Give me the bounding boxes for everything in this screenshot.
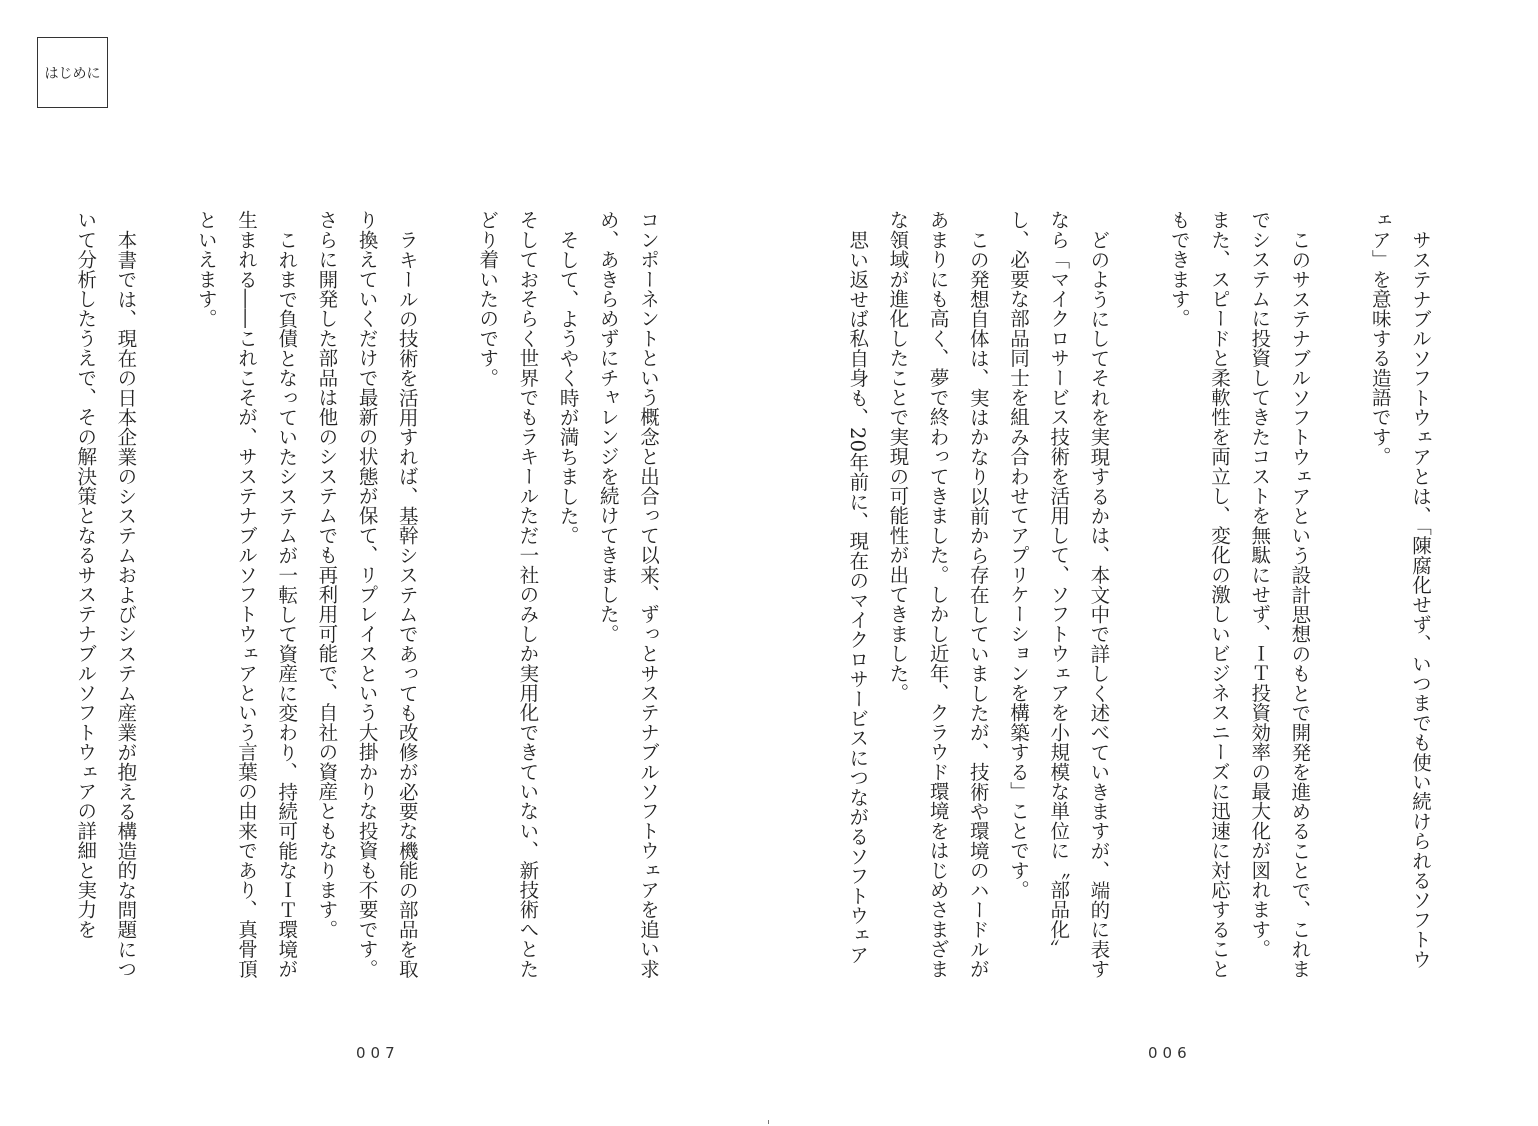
blank-line	[1118, 210, 1158, 980]
paragraph: どのようにしてそれを実現するかは、本文中で詳しく述べていきますが、端的に表すなら「マイクロサービス技術を活用して、ソフトウェアを小規模な単位に〝部品化〟し、必要な部品同士を組み合わせてアプリケーションを構築する」ことです。	[1007, 210, 1111, 979]
section-label: はじめに	[37, 37, 108, 108]
paragraph: 思い返せば私自身も、20年前に、現在のマイクロサービスにつながるソフトウェア	[846, 229, 870, 964]
paragraph: 本書では、現在の日本企業のシステムおよびシステム産業が抱える構造的な問題について分析したうえで、その解決策となるサステナブルソフトウェアの詳細と実力を	[74, 210, 138, 979]
paragraph: また、スピードと柔軟性を両立し、変化の激しいビジネスニーズに迅速に対応することもできます。	[1167, 210, 1231, 979]
left-page-text	[68, 210, 668, 980]
paragraph: そして、ようやく時が満ちました。	[556, 229, 580, 545]
page-number: 006	[1148, 1044, 1192, 1062]
paragraph: そしておそらく世界でもラキールただ一社のみしか実用化できていない、新技術へとたどり着いたのです。	[476, 210, 540, 979]
paragraph: サステナブルソフトウェアとは、「陳腐化せず、いつまでも使い続けられるソフトウェア」を意味する造語です。	[1368, 210, 1432, 969]
gutter-mark	[768, 1120, 769, 1124]
paragraph: これまで負債となっていたシステムが一転して資産に変わり、持続可能なＩＴ環境が生まれる――これこそが、サステナブルソフトウェアという言葉の由来であり、真骨頂といえます。	[194, 210, 299, 979]
page-number: 007	[356, 1044, 400, 1062]
paragraph: コンポーネントという概念と出合って以来、ずっとサステナブルソフトウェアを追い求め、あきらめずにチャレンジを続けてきました。	[596, 210, 660, 979]
blank-line	[427, 210, 467, 980]
paragraph: この発想自体は、実はかなり以前から存在していましたが、技術や環境のハードルがあまりにも高く、夢で終わってきました。しかし近年、クラウド環境をはじめさまざまな領域が進化したことで実現の可能性が出てきました。	[886, 210, 990, 979]
right-page-text	[780, 210, 1440, 980]
paragraph: ラキールの技術を活用すれば、基幹システムであっても改修が必要な機能の部品を取り換えていくだけで最新の状態が保て、リプレイスという大掛かりな投資も不要です。さらに開発した部品は他のシステムでも再利用可能で、自社の資産ともなります。	[315, 210, 419, 979]
blank-line	[1319, 210, 1359, 980]
blank-line	[145, 210, 185, 980]
paragraph: このサステナブルソフトウェアという設計思想のもとで開発を進めることで、これまでシステムに投資してきたコストを無駄にせず、ＩＴ投資効率の最大化が図れます。	[1248, 210, 1312, 979]
